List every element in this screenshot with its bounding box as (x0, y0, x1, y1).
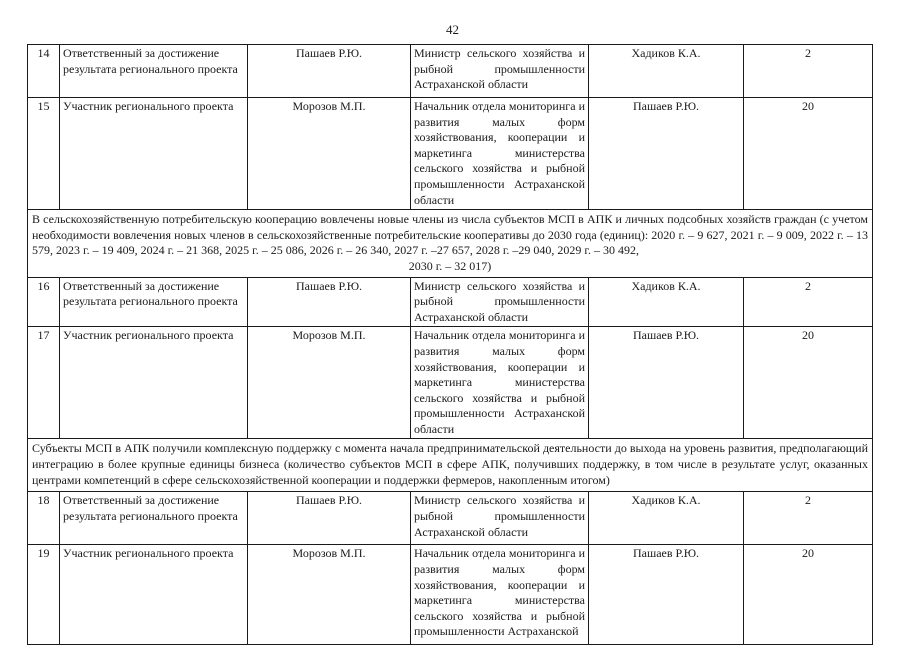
value-cell: 2 (744, 45, 873, 98)
row-number: 18 (28, 492, 60, 545)
value-cell: 20 (744, 545, 873, 645)
table-row (28, 277, 873, 327)
person-cell: Пашаев Р.Ю. (248, 492, 411, 545)
section-note-row (28, 439, 873, 492)
person-cell: Пашаев Р.Ю. (248, 45, 411, 98)
table-row (28, 45, 873, 98)
row-number: 14 (28, 45, 60, 98)
position-cell: Начальник отдела мониторинга и развития малых форм хозяйствования, кооперации и маркетинга министерства сельского хозяйства и рыбной промышленности Астраханской области (411, 327, 589, 439)
role-cell: Участник регионального проекта (60, 545, 248, 645)
person-cell: Морозов М.П. (248, 98, 411, 210)
person-cell: Пашаев Р.Ю. (248, 277, 411, 327)
person-cell: Морозов М.П. (248, 545, 411, 645)
value-cell: 20 (744, 327, 873, 439)
position-cell: Министр сельского хозяйства и рыбной промышленности Астраханской области (411, 45, 589, 98)
supervisor-cell: Пашаев Р.Ю. (589, 98, 744, 210)
section-note-text: Субъекты МСП в АПК получили комплексную поддержку с момента начала предпринимательской деятельности до выхода на уровень развития, предполагающий интеграцию в более крупные единицы бизнеса (количество субъектов МСП в сфере АПК, получивших поддержку, в том числе в результате услуг, оказанных центрами компетенций в сфере сельскохозяйственной кооперации и поддержки фермеров, накопленным итогом) (32, 441, 868, 487)
table-row (28, 492, 873, 545)
table-row (28, 545, 873, 645)
page-number: 42 (446, 22, 459, 37)
value-cell: 2 (744, 492, 873, 545)
role-cell: Ответственный за достижение результата регионального проекта (60, 492, 248, 545)
responsibility-table (27, 44, 873, 645)
value-cell: 2 (744, 277, 873, 327)
table-row (28, 327, 873, 439)
section-note-text: В сельскохозяйственную потребительскую кооперацию вовлечены новые члены из числа субъектов МСП в АПК и личных подсобных хозяйств граждан (с учетом необходимости вовлечения новых членов в сельскохозяйственные потребительские кооперативы до 2030 года (единиц): 2020 г. – 9 627, 2021 г. – 9 009, 2022 г. – 13 579, 2023 г. – 19 409, 2024 г. – 21 368, 2025 г. – 25 086, 2026 г. – 26 340, 2027 г. –27 657, 2028 г. –29 040, 2029 г. – 30 492, (32, 212, 868, 258)
row-number: 19 (28, 545, 60, 645)
value-cell: 20 (744, 98, 873, 210)
section-note (28, 210, 873, 277)
supervisor-cell: Хадиков К.А. (589, 492, 744, 545)
role-cell: Участник регионального проекта (60, 98, 248, 210)
role-cell: Ответственный за достижение результата регионального проекта (60, 45, 248, 98)
position-cell: Министр сельского хозяйства и рыбной промышленности Астраханской области (411, 277, 589, 327)
role-cell: Участник регионального проекта (60, 327, 248, 439)
row-number: 15 (28, 98, 60, 210)
supervisor-cell: Пашаев Р.Ю. (589, 545, 744, 645)
section-note (28, 439, 873, 492)
section-note-row (28, 210, 873, 277)
row-number: 16 (28, 277, 60, 327)
position-cell: Министр сельского хозяйства и рыбной промышленности Астраханской области (411, 492, 589, 545)
position-cell: Начальник отдела мониторинга и развития малых форм хозяйствования, кооперации и маркетинга министерства сельского хозяйства и рыбной промышленности Астраханской (411, 545, 589, 645)
position-cell: Начальник отдела мониторинга и развития малых форм хозяйствования, кооперации и маркетинга министерства сельского хозяйства и рыбной промышленности Астраханской области (411, 98, 589, 210)
supervisor-cell: Пашаев Р.Ю. (589, 327, 744, 439)
table-row (28, 98, 873, 210)
supervisor-cell: Хадиков К.А. (589, 277, 744, 327)
section-note-last-line: 2030 г. – 32 017) (408, 258, 492, 273)
role-cell: Ответственный за достижение результата регионального проекта (60, 277, 248, 327)
supervisor-cell: Хадиков К.А. (589, 45, 744, 98)
row-number: 17 (28, 327, 60, 439)
person-cell: Морозов М.П. (248, 327, 411, 439)
